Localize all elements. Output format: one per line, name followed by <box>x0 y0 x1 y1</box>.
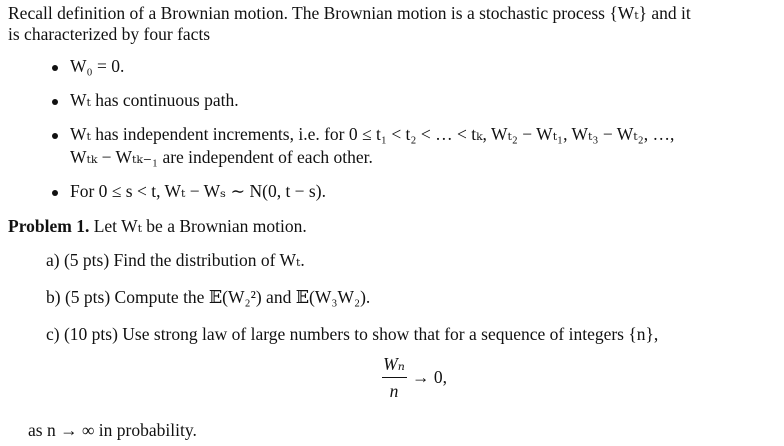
fraction-denominator: n <box>389 381 399 401</box>
bullet-dot-icon <box>52 65 58 71</box>
intro-line-2: is characterized by four facts <box>8 24 211 44</box>
fraction-bar <box>382 377 407 378</box>
problem-label: Problem 1. <box>8 216 90 236</box>
closing-line: as n → ∞ in probability. <box>28 420 197 440</box>
problem-part-a: a) (5 pts) Find the distribution of Wₜ. <box>46 250 305 270</box>
limit-arrow: → 0, <box>412 367 447 387</box>
bullet-dot-icon <box>52 190 58 196</box>
problem-statement: Let Wₜ be a Brownian motion. <box>93 216 307 236</box>
bullet-item-4: For 0 ≤ s < t, Wₜ − Wₛ ∼ N(0, t − s). <box>70 181 326 201</box>
intro-line-1: Recall definition of a Brownian motion. The Brownian motion is a stochastic process {Wₜ} and it <box>8 3 691 23</box>
bullet-item-3-line-1: Wₜ has independent increments, i.e. for 0 ≤ t₁ < t₂ < … < tₖ, Wₜ₂ − Wₜ₁, Wₜ₃ − Wₜ₂, …, <box>70 124 675 144</box>
bullet-item-1: W₀ = 0. <box>70 56 125 76</box>
problem-part-c: c) (10 pts) Use strong law of large numbers to show that for a sequence of integers {n}, <box>46 324 659 344</box>
bullet-dot-icon <box>52 133 58 139</box>
bullet-item-3-line-2: Wₜₖ − Wₜₖ₋₁ are independent of each other. <box>70 147 373 167</box>
fraction-numerator: Wₙ <box>383 354 405 374</box>
bullet-item-2: Wₜ has continuous path. <box>70 90 239 110</box>
problem-heading-line <box>8 216 307 236</box>
bullet-dot-icon <box>52 99 58 105</box>
problem-part-b: b) (5 pts) Compute the 𝔼(W₂²) and 𝔼(W₃W₂). <box>46 287 371 307</box>
